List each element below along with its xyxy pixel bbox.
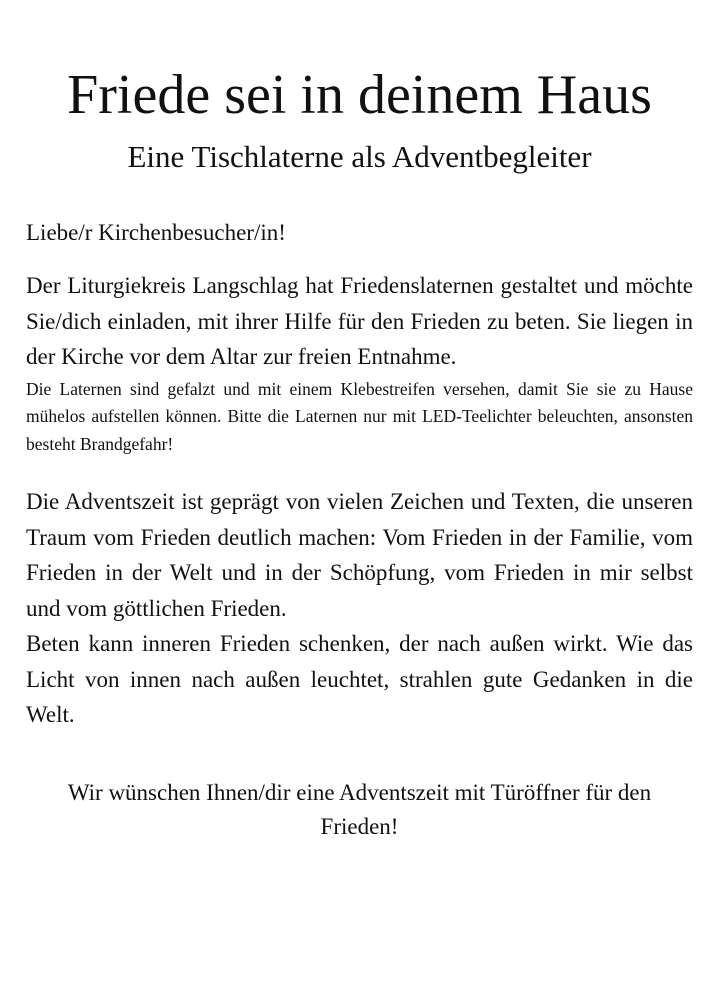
document-title: Friede sei in deinem Haus: [67, 64, 652, 126]
greeting: Liebe/r Kirchenbesucher/in!: [26, 220, 286, 245]
paragraph-invitation: Der Liturgiekreis Langschlag hat Friedenslaternen gestaltet und möchte Sie/dich einladen, mit ihrer Hilfe für den Frieden zu beten. Sie liegen in der Kirche vor dem Altar zur freien Entnahme.: [26, 273, 693, 369]
closing-wish: Wir wünschen Ihnen/dir eine Adventszeit mit Türöffner für den Frieden!: [67, 779, 652, 839]
paragraph-advent: Die Adventszeit ist geprägt von vielen Zeichen und Texten, die unseren Traum vom Frieden deutlich machen: Vom Frieden in der Familie, vom Frieden in der Welt und in der Schöpfung, vom Frieden in mir selbst und vom göttlichen Frieden.: [26, 489, 693, 621]
document-subtitle: Eine Tischlaterne als Adventbegleiter: [127, 139, 592, 174]
paragraph-prayer: Beten kann inneren Frieden schenken, der nach außen wirkt. Wie das Licht von innen nach außen leuchtet, strahlen gute Gedanken in die Welt.: [26, 631, 693, 727]
lantern-note: Die Laternen sind gefalzt und mit einem Klebestreifen versehen, damit Sie sie zu Hause mühelos aufstellen können. Bitte die Laternen nur mit LED-Teelichter beleuchten, ansonsten besteht Brandgefahr!: [26, 378, 693, 454]
